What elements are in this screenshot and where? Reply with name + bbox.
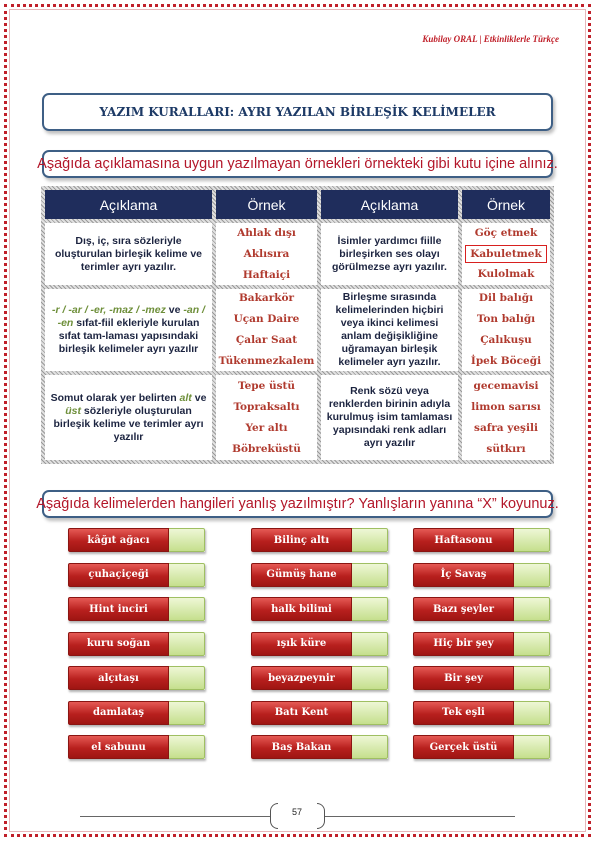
- table-header-ornek-2: Örnek: [462, 190, 550, 219]
- table-cell-desc: [321, 289, 458, 371]
- word-item: [68, 735, 205, 759]
- suffix-highlight: -r / -ar / -er, -maz / -mez: [52, 304, 166, 316]
- word-item: [413, 632, 550, 656]
- word-label: Tek eşli: [413, 701, 514, 725]
- answer-box[interactable]: [352, 666, 388, 690]
- answer-box[interactable]: [514, 735, 550, 759]
- example-word[interactable]: Ahlak dışı: [237, 226, 296, 239]
- example-word[interactable]: Çalar Saat: [235, 334, 298, 346]
- example-word[interactable]: Göç etmek: [474, 227, 538, 239]
- example-word-boxed[interactable]: Kabuletmek: [465, 245, 547, 263]
- desc-text: ve: [191, 391, 207, 404]
- answer-box[interactable]: [169, 563, 205, 587]
- table-cell-examples: [462, 223, 550, 285]
- table-header-aciklama-1: Açıklama: [45, 190, 212, 219]
- example-word[interactable]: Böbreküstü: [232, 442, 301, 455]
- answer-box[interactable]: [169, 666, 205, 690]
- answer-box[interactable]: [514, 701, 550, 725]
- word-label: halk bilimi: [251, 597, 352, 621]
- desc-text: sözleriyle oluşturulan birleşik kelime ve terimler ayrı yazılır: [53, 404, 204, 443]
- answer-box[interactable]: [169, 632, 205, 656]
- word-label: İç Savaş: [413, 563, 514, 587]
- example-word[interactable]: Aklısıra: [243, 247, 290, 260]
- word-item: [413, 666, 550, 690]
- word-item: [413, 597, 550, 621]
- answer-box[interactable]: [352, 563, 388, 587]
- word-item: [68, 597, 205, 621]
- word-label: Bilinç altı: [251, 528, 352, 552]
- word-label: Batı Kent: [251, 701, 352, 725]
- table-cell-desc: [45, 375, 212, 460]
- word-highlight: alt: [179, 391, 192, 404]
- desc-text: Somut olarak yer belirten: [50, 391, 180, 404]
- rule-description: Birleşme sırasında kelimelerinden hiçbiri veya ikinci kelimesi anlam değişikliğine uğramayan birleşik kelimeler ayrı yazılır.: [335, 291, 444, 368]
- word-label: Gümüş hane: [251, 563, 352, 587]
- word-label: Bazı şeyler: [413, 597, 514, 621]
- table-cell-desc: [321, 375, 458, 460]
- word-highlight: üst: [65, 404, 81, 417]
- footer-line-right: [325, 816, 515, 817]
- word-label: kuru soğan: [68, 632, 169, 656]
- table-cell-desc: [321, 223, 458, 285]
- word-label: Baş Bakan: [251, 735, 352, 759]
- word-label: Haftasonu: [413, 528, 514, 552]
- word-label: Gerçek üstü: [413, 735, 514, 759]
- word-label: Hint inciri: [68, 597, 169, 621]
- word-item: [413, 528, 550, 552]
- word-item: [251, 597, 388, 621]
- word-item: [251, 735, 388, 759]
- answer-box[interactable]: [514, 597, 550, 621]
- example-word[interactable]: Bakarkör: [238, 292, 295, 304]
- word-item: [68, 632, 205, 656]
- example-word[interactable]: Tepe üstü: [238, 379, 295, 392]
- table-cell-desc: [45, 289, 212, 371]
- header-author: Kubilay ORAL | Etkinliklerle Türkçe: [422, 34, 559, 44]
- instruction-1: Aşağıda açıklamasına uygun yazılmayan örnekleri örnekteki gibi kutu içine alınız.: [42, 150, 553, 178]
- word-item: [68, 701, 205, 725]
- answer-box[interactable]: [514, 632, 550, 656]
- word-label: Hiç bir şey: [413, 632, 514, 656]
- word-label: Bir şey: [413, 666, 514, 690]
- example-word[interactable]: Uçan Daire: [233, 313, 300, 325]
- answer-box[interactable]: [169, 735, 205, 759]
- page-title: YAZIM KURALLARI: AYRI YAZILAN BİRLEŞİK KELİMELER: [42, 93, 553, 131]
- word-label: alçıtaşı: [68, 666, 169, 690]
- example-word[interactable]: sütkırı: [486, 442, 526, 455]
- rules-table: [41, 186, 554, 464]
- page-number: 57: [291, 807, 302, 817]
- answer-box[interactable]: [169, 597, 205, 621]
- instruction-2: Aşağıda kelimelerden hangileri yanlış yazılmıştır? Yanlışların yanına “X” koyunuz.: [42, 490, 553, 518]
- answer-box[interactable]: [352, 701, 388, 725]
- table-cell-examples: [462, 375, 550, 460]
- word-item: [251, 632, 388, 656]
- answer-box[interactable]: [352, 632, 388, 656]
- example-word[interactable]: limon sarısı: [471, 400, 541, 413]
- table-cell-examples: [462, 289, 550, 371]
- word-label: beyazpeynir: [251, 666, 352, 690]
- example-word[interactable]: safra yeşili: [474, 421, 538, 434]
- answer-box[interactable]: [169, 528, 205, 552]
- answer-box[interactable]: [514, 666, 550, 690]
- word-item: [413, 563, 550, 587]
- word-item: [413, 701, 550, 725]
- suffix-highlight: -an / -en: [57, 304, 205, 329]
- rule-description: [45, 304, 212, 356]
- word-label: ışık küre: [251, 632, 352, 656]
- rule-description: Renk sözü veya renklerden birinin adıyla kurulmuş isim tamlaması yapısındaki renk adları ayrı yazılır: [326, 385, 453, 449]
- footer-line-left: [80, 816, 270, 817]
- word-label: damlataş: [68, 701, 169, 725]
- answer-box[interactable]: [352, 528, 388, 552]
- word-item: [251, 563, 388, 587]
- word-item: [68, 666, 205, 690]
- word-item: [68, 528, 205, 552]
- answer-box[interactable]: [352, 735, 388, 759]
- desc-text: sıfat-fiil ekleriyle kurulan sıfat tam-laması yapısındaki birleşik kelimeler ayrı yazılır: [58, 317, 200, 355]
- example-word[interactable]: Tükenmezkalem: [218, 355, 315, 367]
- word-label: kâğıt ağacı: [68, 528, 169, 552]
- rule-description: [45, 392, 212, 444]
- rule-description: İsimler yardımcı fiille birleşirken ses olayı görülmezse ayrı yazılır.: [332, 234, 447, 273]
- answer-box[interactable]: [169, 701, 205, 725]
- table-cell-examples: [216, 375, 317, 460]
- rule-description: Dış, iç, sıra sözleriyle oluşturulan birleşik kelime ve terimler ayrı yazılır.: [54, 234, 203, 273]
- table-header-aciklama-2: Açıklama: [321, 190, 458, 219]
- word-item: [251, 666, 388, 690]
- example-word[interactable]: İpek Böceği: [470, 355, 542, 367]
- word-item: [413, 735, 550, 759]
- word-label: çuhaçiçeği: [68, 563, 169, 587]
- example-word[interactable]: Haftaiçi: [242, 268, 291, 281]
- example-word[interactable]: Çalıkuşu: [480, 334, 532, 346]
- example-word[interactable]: gecemavisi: [473, 379, 539, 392]
- word-item: [251, 528, 388, 552]
- word-item: [68, 563, 205, 587]
- word-item: [251, 701, 388, 725]
- table-header-ornek-1: Örnek: [216, 190, 317, 219]
- word-label: el sabunu: [68, 735, 169, 759]
- answer-box[interactable]: [352, 597, 388, 621]
- example-word[interactable]: Dil balığı: [478, 292, 534, 304]
- desc-text: ve: [165, 304, 184, 316]
- table-cell-examples: [216, 223, 317, 285]
- answer-box[interactable]: [514, 528, 550, 552]
- example-word[interactable]: Kulolmak: [477, 268, 535, 280]
- example-word[interactable]: Yer altı: [245, 421, 288, 434]
- answer-box[interactable]: [514, 563, 550, 587]
- example-word[interactable]: Ton balığı: [476, 313, 536, 325]
- table-cell-desc: [45, 223, 212, 285]
- example-word[interactable]: Topraksaltı: [233, 400, 300, 413]
- table-cell-examples: [216, 289, 317, 371]
